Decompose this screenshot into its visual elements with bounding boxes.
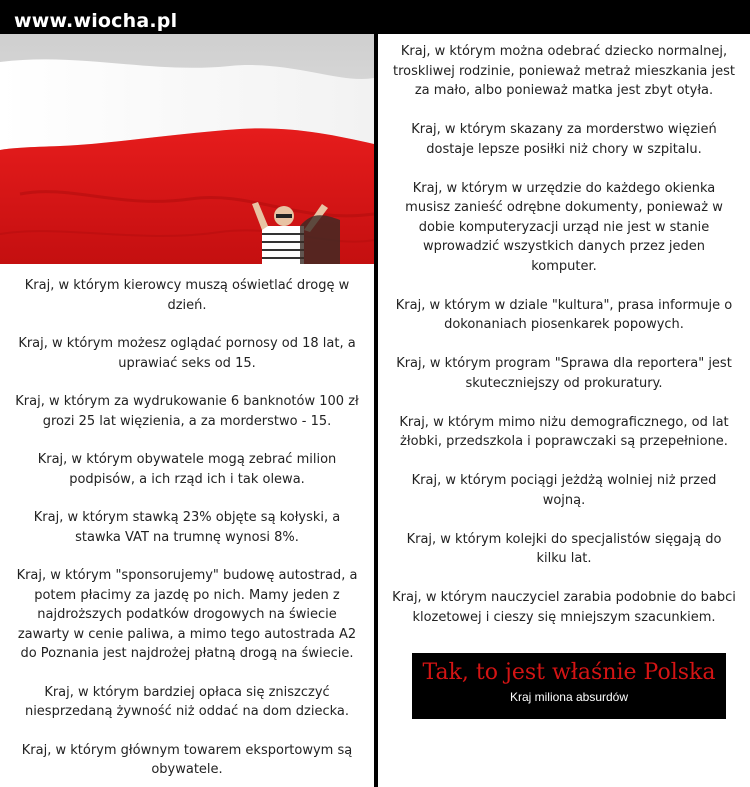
paragraph: Kraj, w którym głównym towarem eksportowym są obywatele. (21, 742, 353, 777)
top-bar (0, 0, 750, 34)
paragraph: Kraj, w którym pociągi jeżdżą wolniej niż przed wojną. (411, 473, 717, 508)
left-paragraph-list (0, 264, 374, 780)
closing-banner (412, 653, 726, 719)
paragraph: Kraj, w którym można odebrać dziecko normalnej, troskliwej rodzinie, ponieważ metraż mieszkania jest za mało, albo ponieważ matka jest zbyt otyła. (392, 44, 736, 98)
banner-subtitle: Kraj miliona absurdów (509, 690, 629, 704)
paragraph: Kraj, w którym kolejki do specjalistów sięgają do kilku lat. (406, 531, 722, 566)
flag-photo (0, 34, 374, 264)
paragraph: Kraj, w którym mimo niżu demograficznego, od lat żłobki, przedszkola i poprawczaki są przepełnione. (399, 414, 729, 449)
paragraph: Kraj, w którym kierowcy muszą oświetlać drogę w dzień. (24, 278, 350, 313)
paragraph: Kraj, w którym stawką 23% objęte są kołyski, a stawka VAT na trumnę wynosi 8%. (33, 510, 341, 545)
paragraph: Kraj, w którym obywatele mogą zebrać milion podpisów, a ich rząd ich i tak olewa. (37, 452, 337, 487)
paragraph: Kraj, w którym w dziale "kultura", prasa informuje o dokonaniach piosenkarek popowych. (395, 297, 733, 332)
paragraph: Kraj, w którym bardziej opłaca się zniszczyć niesprzedaną żywność niż oddać na dom dziecka. (24, 684, 350, 719)
site-watermark: www.wiocha.pl (14, 10, 178, 32)
paragraph: Kraj, w którym skazany za morderstwo więzień dostaje lepsze posiłki niż chory w szpitalu. (411, 122, 717, 157)
paragraph: Kraj, w którym program "Sprawa dla reportera" jest skuteczniejszy od prokuratury. (396, 356, 732, 391)
paragraph: Kraj, w którym w urzędzie do każdego okienka musisz zanieść odrębne dokumenty, ponieważ w dobie komputeryzacji urząd nie jest w stanie wprowadzić wszystkich danych przez jeden komputer. (405, 180, 723, 274)
right-column (378, 34, 750, 787)
paragraph: Kraj, w którym nauczyciel zarabia podobnie do babci klozetowej i cieszy się mniejszym szacunkiem. (392, 590, 736, 625)
paragraph: Kraj, w którym możesz oglądać pornosy od 18 lat, a uprawiać seks od 15. (18, 336, 356, 371)
left-column (0, 34, 374, 787)
paragraph: Kraj, w którym za wydrukowanie 6 banknotów 100 zł grozi 25 lat więzienia, a za morderstwo - 15. (15, 394, 359, 429)
right-paragraph-list (378, 34, 750, 627)
banner-title: Tak, to jest właśnie Polska (422, 660, 716, 685)
paragraph: Kraj, w którym "sponsorujemy" budowę autostrad, a potem płacimy za jazdę po nich. Mamy jeden z najdroższych podatków drogowych na świecie zawarty w cenie paliwa, a mimo tego autostrada A2 do Poznania jest najdrożej płatną drogą na świecie. (16, 568, 358, 661)
